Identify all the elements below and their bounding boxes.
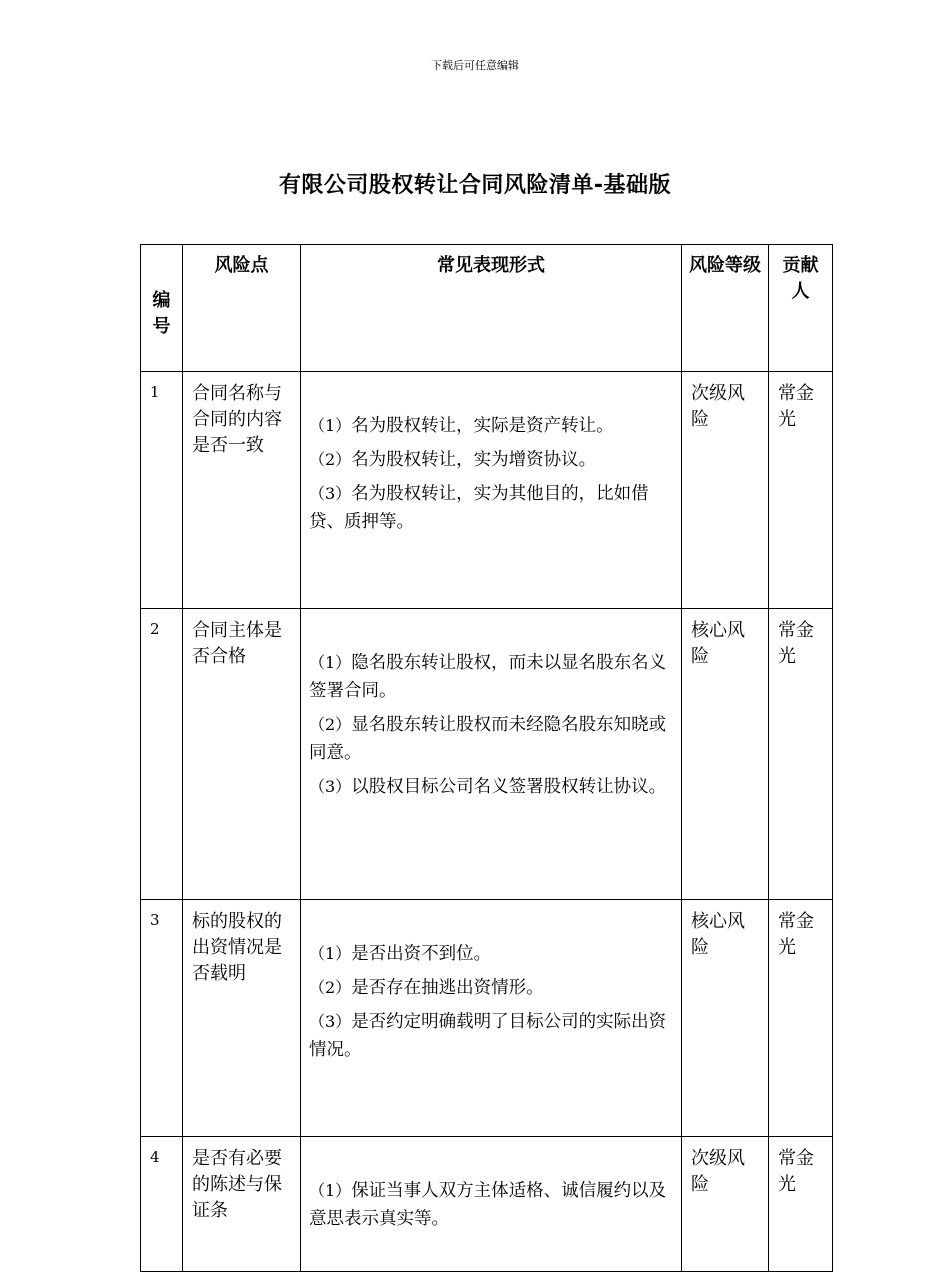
form-item-text: 名为股权转让，实为增资协议。 (351, 450, 597, 470)
row-contributor: 常金光 (769, 372, 833, 609)
form-item-text: 隐名股东转让股权，而未以显名股东名义签署合同。 (309, 653, 667, 701)
row-risk-level: 核心风险 (682, 900, 769, 1137)
form-item-number: （3） (309, 777, 352, 796)
row-common-forms (301, 609, 682, 900)
table-header-row (141, 245, 833, 372)
form-item-number: （3） (309, 1012, 352, 1031)
row-risk-level: 核心风险 (682, 609, 769, 900)
row-contributor: 常金光 (769, 609, 833, 900)
header-note: 下载后可任意编辑 (431, 59, 519, 72)
form-item-number: （1） (309, 1181, 352, 1200)
row-number: 2 (141, 609, 183, 900)
table-row (141, 609, 833, 900)
header-contributor: 贡献人 (769, 245, 833, 372)
form-item-text: 是否存在抽逃出资情形。 (351, 978, 544, 998)
row-risk-level: 次级风险 (682, 1137, 769, 1272)
document-title: 有限公司股权转让合同风险清单-基础版 (278, 173, 672, 198)
form-item-number: （1） (309, 653, 352, 672)
row-common-forms (301, 900, 682, 1137)
form-item (309, 1008, 675, 1064)
header-number: 编号 (141, 245, 183, 372)
form-item (309, 412, 675, 440)
form-item (309, 773, 675, 801)
form-item (309, 446, 675, 474)
form-item-number: （2） (309, 978, 352, 997)
form-item (309, 974, 675, 1002)
row-risk-point: 是否有必要的陈述与保证条 (183, 1137, 301, 1272)
header-risk-level: 风险等级 (682, 245, 769, 372)
header-common-forms: 常见表现形式 (301, 245, 682, 372)
row-risk-point: 标的股权的出资情况是否载明 (183, 900, 301, 1137)
row-common-forms (301, 1137, 682, 1272)
form-item (309, 711, 675, 767)
form-item-text: 显名股东转让股权而未经隐名股东知晓或同意。 (309, 715, 667, 763)
row-risk-point: 合同名称与合同的内容是否一致 (183, 372, 301, 609)
form-item (309, 480, 675, 536)
row-risk-point: 合同主体是否合格 (183, 609, 301, 900)
header-risk-point: 风险点 (183, 245, 301, 372)
row-common-forms (301, 372, 682, 609)
row-number: 1 (141, 372, 183, 609)
row-risk-level: 次级风险 (682, 372, 769, 609)
table-row (141, 1137, 833, 1272)
form-item-text: 保证当事人双方主体适格、诚信履约以及意思表示真实等。 (309, 1181, 667, 1229)
form-item-number: （3） (309, 484, 352, 503)
form-item-text: 名为股权转让，实为其他目的，比如借贷、质押等。 (309, 484, 649, 532)
form-item-text: 名为股权转让，实际是资产转让。 (351, 416, 614, 436)
form-item-number: （1） (309, 416, 352, 435)
form-item-text: 以股权目标公司名义签署股权转让协议。 (351, 777, 667, 797)
row-contributor: 常金光 (769, 1137, 833, 1272)
form-item (309, 1177, 675, 1233)
row-contributor: 常金光 (769, 900, 833, 1137)
form-item (309, 940, 675, 968)
form-item-text: 是否出资不到位。 (351, 944, 492, 964)
table-row (141, 372, 833, 609)
form-item-number: （1） (309, 944, 352, 963)
form-item-number: （2） (309, 715, 352, 734)
form-item-number: （2） (309, 450, 352, 469)
form-item (309, 649, 675, 705)
row-number: 3 (141, 900, 183, 1137)
form-item-text: 是否约定明确载明了目标公司的实际出资情况。 (309, 1012, 667, 1060)
table-row (141, 900, 833, 1137)
row-number: 4 (141, 1137, 183, 1272)
risk-table (140, 244, 833, 1272)
